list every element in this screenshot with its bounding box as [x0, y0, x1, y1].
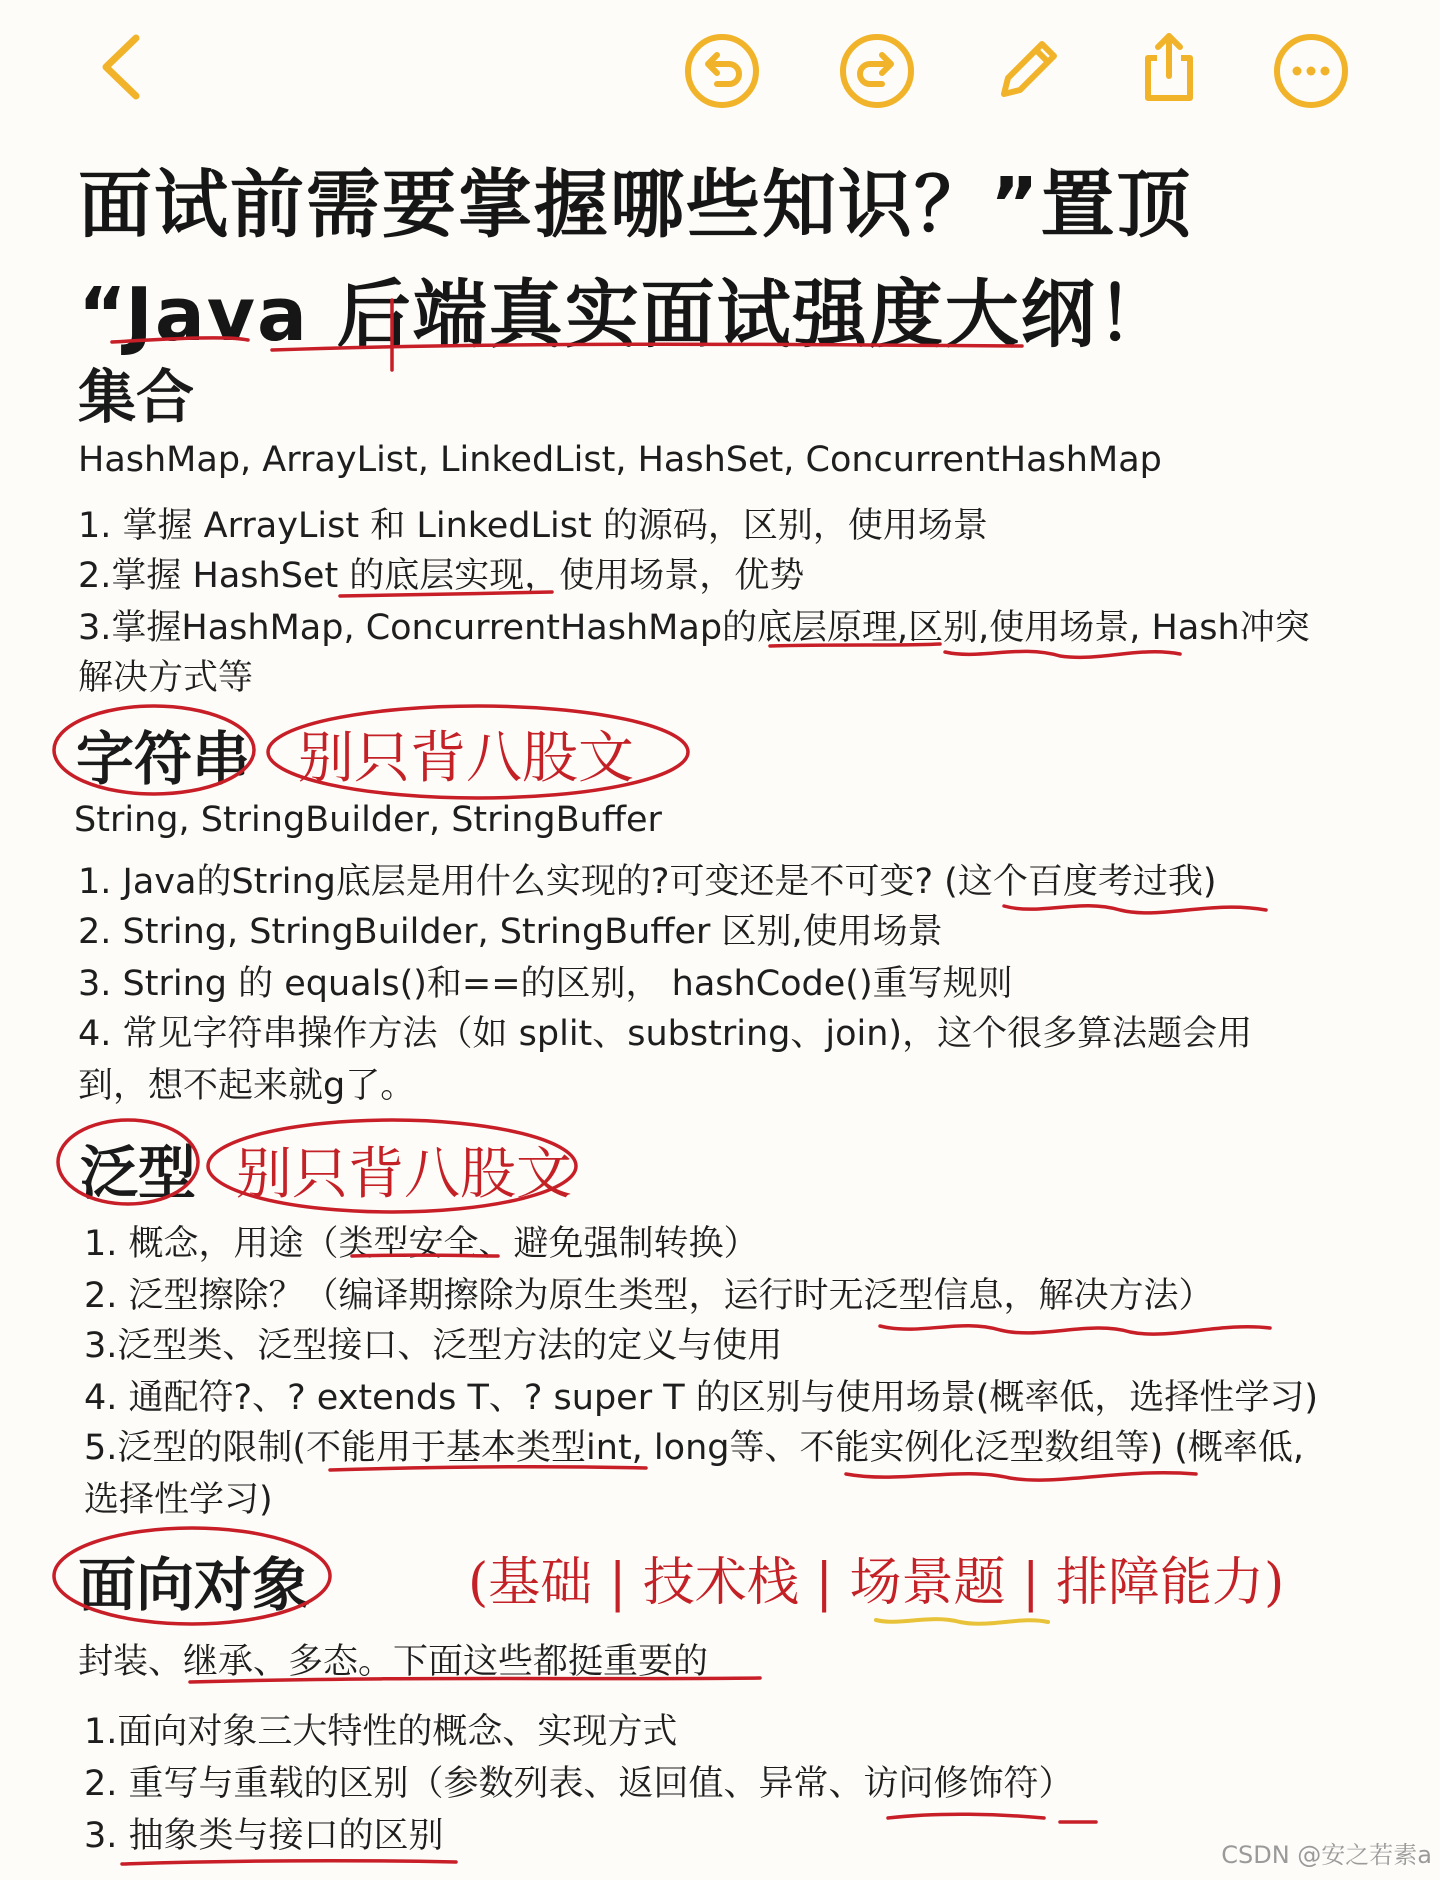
list-item: 到，想不起来就g了。	[78, 1066, 416, 1106]
list-item: 5.泛型的限制(不能用于基本类型int, long等、不能实例化泛型数组等) (概率低,	[84, 1428, 1305, 1468]
list-item: 3. 抽象类与接口的区别	[84, 1816, 444, 1856]
collections-heading: 集合	[78, 363, 195, 431]
oop-heading: 面向对象	[78, 1551, 311, 1619]
list-item: 2. String, StringBuilder, StringBuffer 区别,使用场景	[78, 912, 943, 952]
oop-note: (基础 | 技术栈 | 场景题 | 排障能力)	[468, 1553, 1285, 1613]
list-item: 2. 重写与重载的区别（参数列表、返回值、异常、访问修饰符）	[84, 1764, 1074, 1804]
list-item: 2.掌握 HashSet 的底层实现，使用场景，优势	[78, 556, 805, 596]
generics-note-circle	[208, 1120, 576, 1212]
list-item: 2. 泛型擦除？（编译期擦除为原生类型，运行时无泛型信息，解决方法）	[84, 1276, 1214, 1316]
list-item: 解决方式等	[78, 658, 254, 698]
strings-classes: String, StringBuilder, StringBuffer	[74, 800, 662, 840]
list-item: 1. 掌握 ArrayList 和 LinkedList 的源码，区别，使用场景	[78, 506, 988, 546]
list-item: 1. Java的String底层是用什么实现的?可变还是不可变? (这个百度考过我)	[78, 862, 1217, 902]
page-title-line2: “Java 后端真实面试强度大纲！	[78, 272, 1173, 358]
list-item: 3. String 的 equals()和==的区别， hashCode()重写规则	[78, 964, 1013, 1004]
list-item: 选择性学习)	[84, 1480, 273, 1520]
generics-heading-circle	[58, 1120, 198, 1204]
generics-heading: 泛型	[80, 1139, 197, 1207]
strings-note-circle	[268, 706, 688, 798]
oop-heading-circle	[54, 1528, 330, 1624]
list-item: 1.面向对象三大特性的概念、实现方式	[84, 1712, 678, 1752]
strings-heading-circle	[54, 706, 254, 794]
page-title-line1: 面试前需要掌握哪些知识？”置顶	[78, 162, 1193, 248]
watermark: CSDN @安之若素a	[1221, 1841, 1432, 1869]
list-item: 4. 常见字符串操作方法（如 split、substring、join)，这个很多算法题会用	[78, 1014, 1253, 1054]
oop-intro: 封装、继承、多态。下面这些都挺重要的	[78, 1642, 709, 1682]
list-item: 3.泛型类、泛型接口、泛型方法的定义与使用	[84, 1326, 783, 1366]
title-underline	[112, 338, 248, 342]
strings-heading: 字符串	[76, 725, 251, 793]
list-item: 3.掌握HashMap, ConcurrentHashMap的底层原理,区别,使用场景, Hash冲突	[78, 608, 1310, 648]
list-item: 4. 通配符?、? extends T、? super T 的区别与使用场景(概率低，选择性学习)	[84, 1378, 1319, 1418]
strings-note: 别只背八股文	[298, 726, 634, 791]
collections-classes: HashMap, ArrayList, LinkedList, HashSet, ConcurrentHashMap	[78, 440, 1162, 480]
list-item: 1. 概念，用途（类型安全、避免强制转换）	[84, 1224, 759, 1264]
generics-note: 别只背八股文	[236, 1142, 572, 1207]
highlight-squiggle	[876, 1619, 1048, 1624]
